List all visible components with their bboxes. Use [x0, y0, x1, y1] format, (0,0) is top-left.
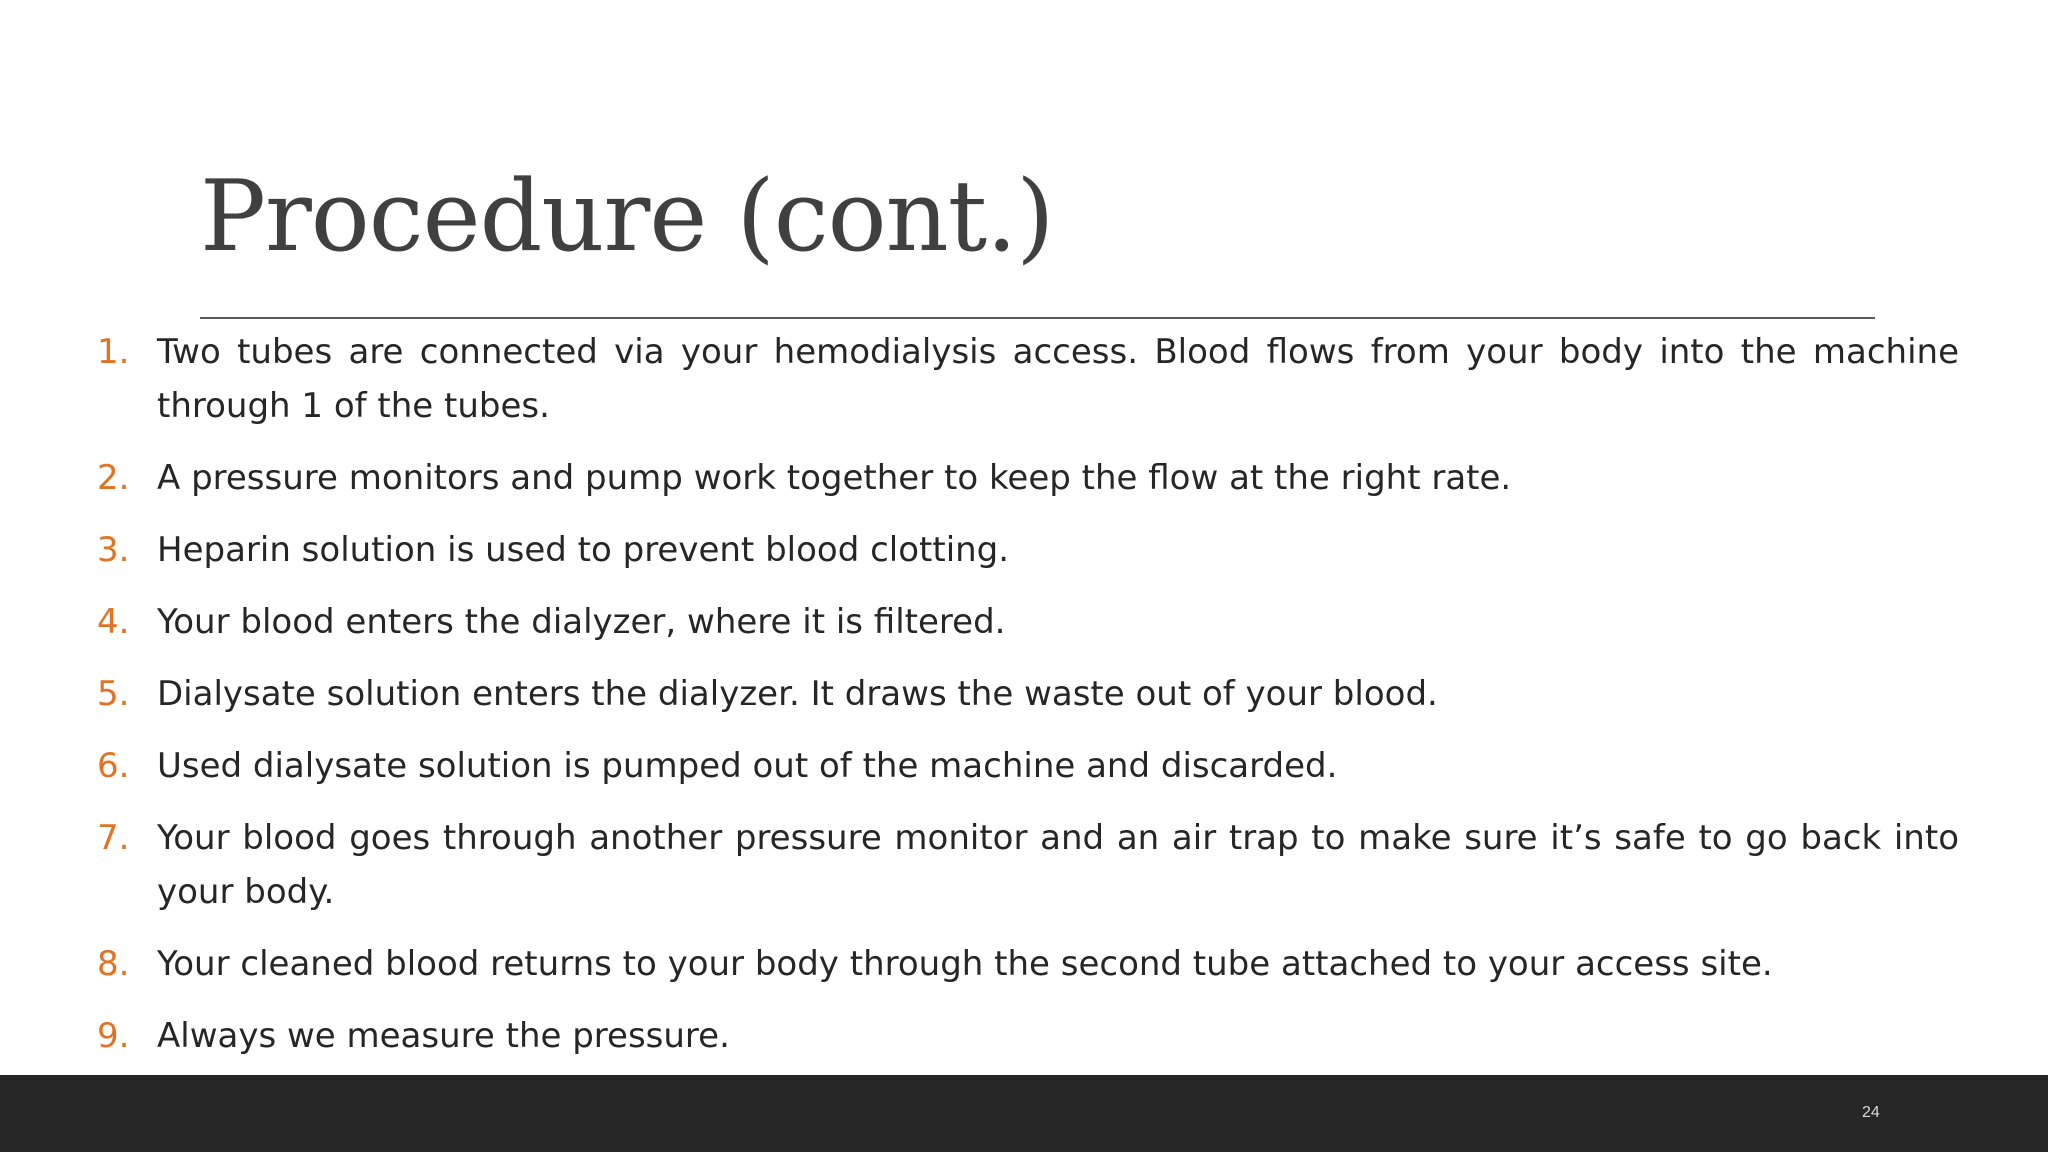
list-item [97, 523, 1959, 577]
page-number: 24 [1862, 1104, 1880, 1121]
list-item [97, 811, 1959, 919]
list-item [97, 1009, 1959, 1063]
step-number: 3. [97, 530, 130, 570]
procedure-steps-list [97, 325, 1959, 1081]
list-item [97, 325, 1959, 433]
step-text: Always we measure the pressure. [157, 1016, 730, 1056]
step-text: Dialysate solution enters the dialyzer. It draws the waste out of your blood. [157, 674, 1438, 714]
step-text: Your cleaned blood returns to your body through the second tube attached to your access site. [157, 944, 1773, 984]
step-number: 2. [97, 458, 130, 498]
list-item [97, 937, 1959, 991]
step-text: Your blood enters the dialyzer, where it is filtered. [157, 602, 1006, 642]
step-number: 4. [97, 602, 130, 642]
step-text: Used dialysate solution is pumped out of the machine and discarded. [157, 746, 1338, 786]
step-text: Heparin solution is used to prevent blood clotting. [157, 530, 1010, 570]
step-number: 5. [97, 674, 130, 714]
list-item [97, 595, 1959, 649]
step-number: 7. [97, 818, 130, 858]
step-number: 8. [97, 944, 130, 984]
step-text: Your blood goes through another pressure monitor and an air trap to make sure it’s safe to go back into your body. [157, 818, 1959, 912]
step-text: A pressure monitors and pump work together to keep the flow at the right rate. [157, 458, 1512, 498]
list-item [97, 451, 1959, 505]
step-text: Two tubes are connected via your hemodialysis access. Blood flows from your body into the machine through 1 of the tubes. [157, 332, 1959, 426]
footer-bar [0, 1075, 2048, 1152]
list-item [97, 739, 1959, 793]
step-number: 9. [97, 1016, 130, 1056]
list-item [97, 667, 1959, 721]
title-divider [200, 317, 1875, 319]
slide-title: Procedure (cont.) [200, 160, 1054, 274]
step-number: 6. [97, 746, 130, 786]
step-number: 1. [97, 332, 130, 372]
